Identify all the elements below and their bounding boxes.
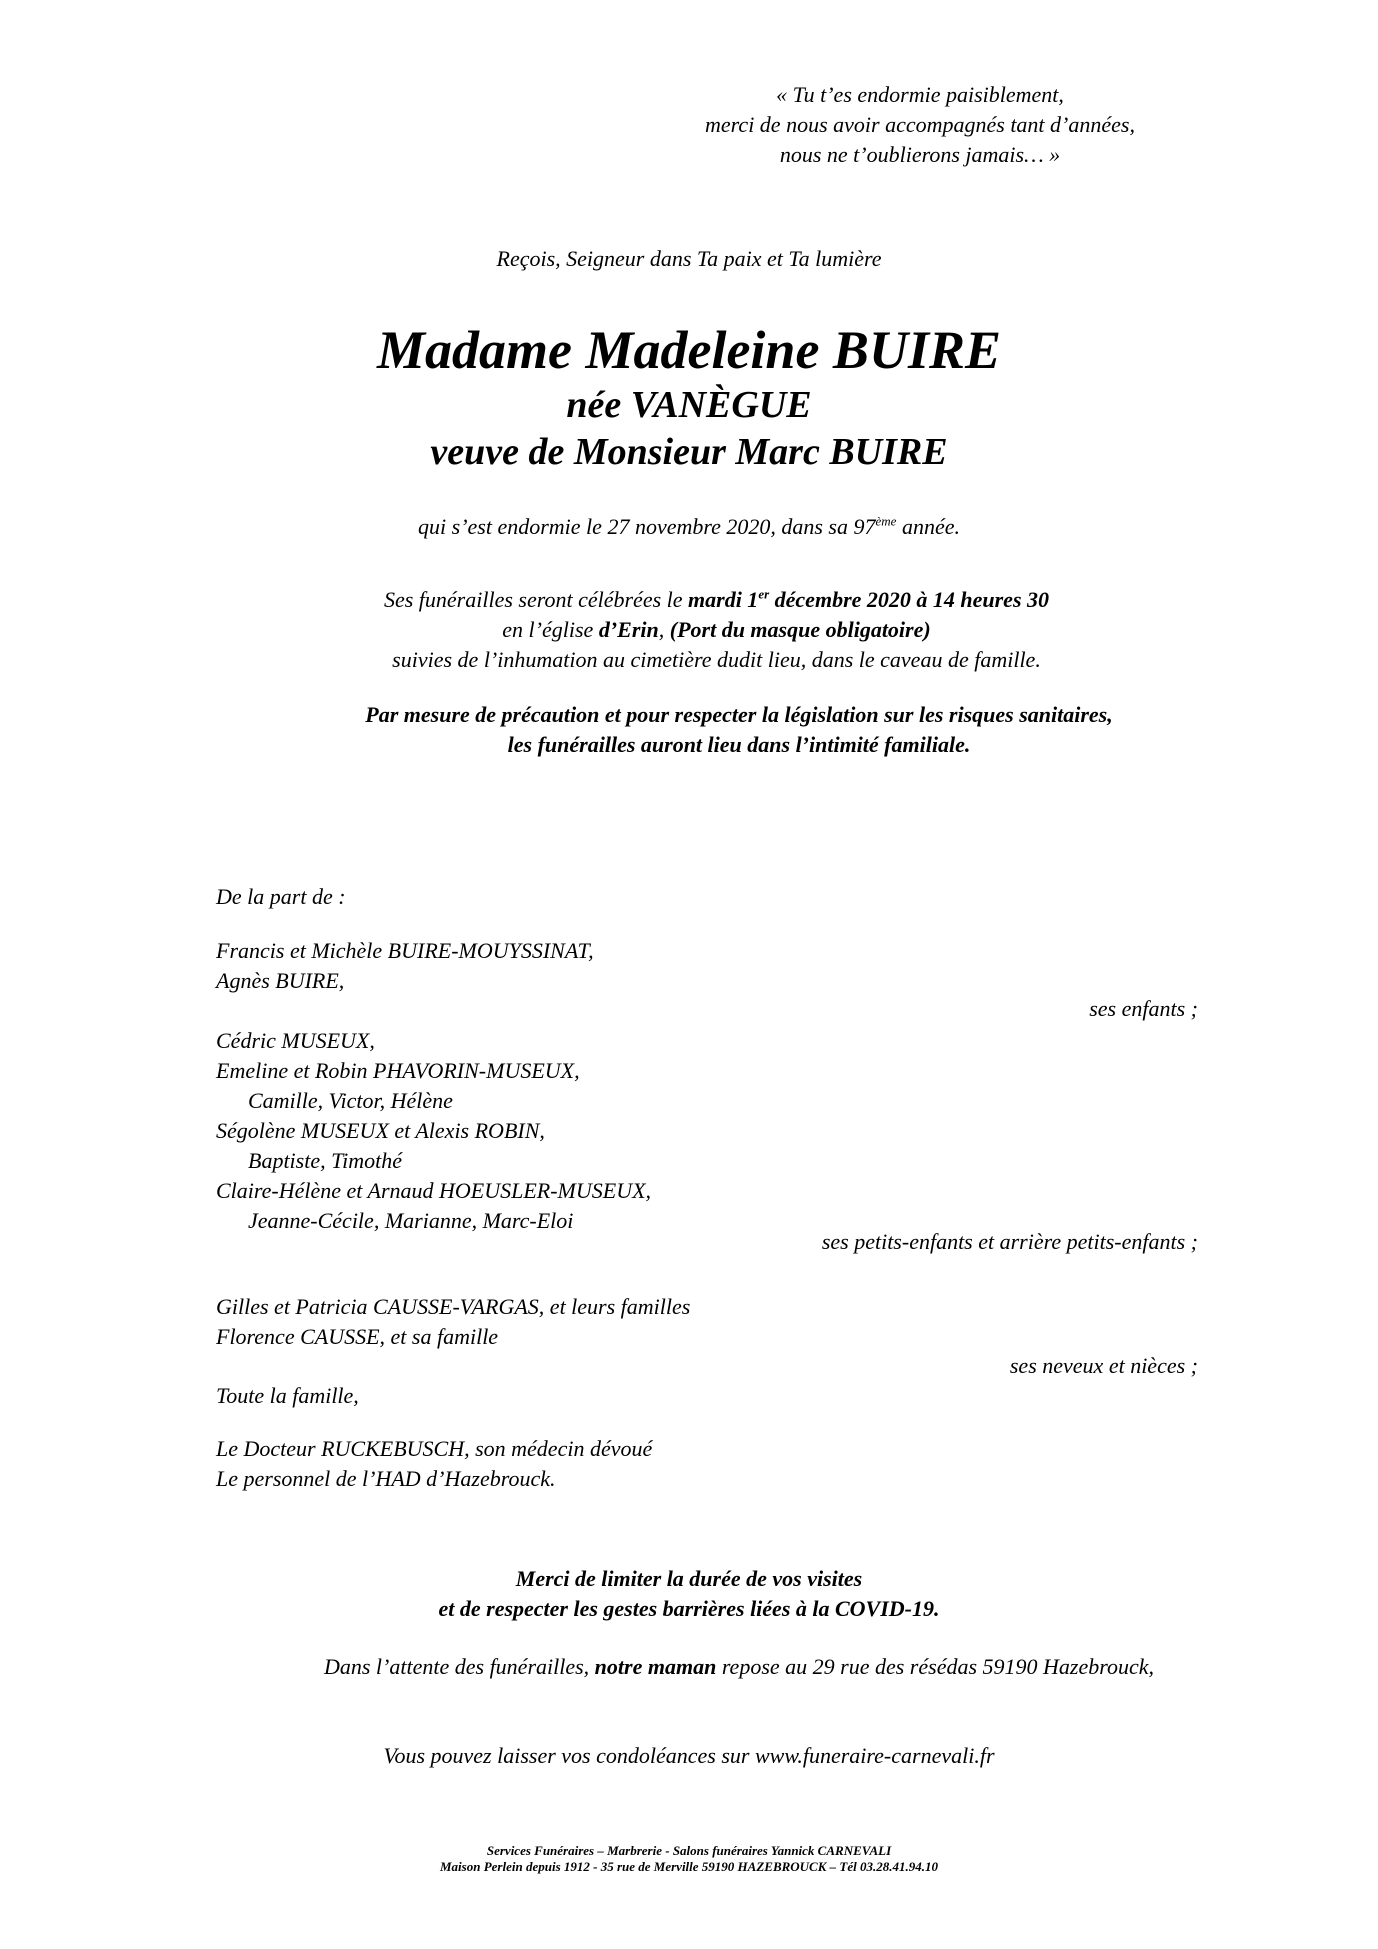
deceased-widow-of: veuve de Monsieur Marc BUIRE bbox=[430, 431, 948, 473]
list-item: Le personnel de l’HAD d’Hazebrouck. bbox=[216, 1466, 556, 1491]
footer bbox=[339, 1843, 1039, 1875]
quote-line-1: « Tu t’es endormie paisiblement, bbox=[776, 82, 1064, 107]
footer-line-2: Maison Perlein depuis 1912 - 35 rue de Merville 59190 HAZEBROUCK – Tél 03.28.41.94.10 bbox=[440, 1859, 938, 1874]
list-item: Jeanne-Cécile, Marianne, Marc-Eloi bbox=[248, 1208, 574, 1233]
precaution-notice bbox=[289, 700, 1189, 760]
list-item: Gilles et Patricia CAUSSE-VARGAS, et leurs familles bbox=[216, 1294, 691, 1319]
funeral-day-suffix: er bbox=[758, 586, 770, 602]
comma: , bbox=[658, 617, 670, 642]
funeral-date-line bbox=[289, 585, 1144, 615]
visits-notice bbox=[339, 1564, 1039, 1624]
rest-address: repose au 29 rue des résédas 59190 Hazebrouck, bbox=[716, 1654, 1155, 1679]
death-text: qui s’est endormie le 27 novembre 2020, dans sa 97 bbox=[418, 514, 876, 539]
resting-place bbox=[239, 1652, 1239, 1682]
funeral-month-time: décembre 2020 à 14 heures 30 bbox=[769, 587, 1050, 612]
rest-intro: Dans l’attente des funérailles, bbox=[323, 1654, 595, 1679]
list-item: Agnès BUIRE, bbox=[216, 968, 345, 993]
footer-line-1: Services Funéraires – Marbrerie - Salons funéraires Yannick CARNEVALI bbox=[486, 1843, 892, 1858]
nephews-list bbox=[216, 1292, 690, 1352]
children-label: ses enfants ; bbox=[1089, 996, 1198, 1021]
deceased-name: Madame Madeleine BUIRE bbox=[376, 320, 1001, 380]
children-list bbox=[216, 936, 594, 996]
death-line bbox=[289, 512, 1089, 542]
list-item: Emeline et Robin PHAVORIN-MUSEUX, bbox=[216, 1058, 580, 1083]
family-intro: De la part de : bbox=[216, 884, 346, 909]
funeral-date-intro: Ses funérailles seront célébrées le bbox=[383, 587, 689, 612]
list-item: Baptiste, Timothé bbox=[248, 1148, 402, 1173]
rest-bold: notre maman bbox=[594, 1654, 717, 1679]
precaution-line-1: Par mesure de précaution et pour respecter la législation sur les risques sanitaires, bbox=[365, 702, 1113, 727]
church-intro: en l’église bbox=[502, 617, 599, 642]
quote-line-3: nous ne t’oublierons jamais… » bbox=[779, 142, 1061, 167]
funeral-date bbox=[688, 587, 1049, 612]
condolences-line: Vous pouvez laisser vos condoléances sur www.funeraire-carnevali.fr bbox=[383, 1743, 995, 1768]
precaution-line-2: les funérailles auront lieu dans l’intimité familiale. bbox=[507, 732, 971, 757]
list-item: Ségolène MUSEUX et Alexis ROBIN, bbox=[216, 1118, 545, 1143]
funeral-details bbox=[289, 585, 1144, 675]
funeral-place-line bbox=[289, 615, 1144, 645]
grandchildren-label: ses petits-enfants et arrière petits-enfants ; bbox=[821, 1229, 1198, 1254]
burial-line: suivies de l’inhumation au cimetière dudit lieu, dans le caveau de famille. bbox=[392, 647, 1041, 672]
deceased-maiden-name: née VANÈGUE bbox=[566, 384, 812, 426]
death-text-end: année. bbox=[896, 514, 960, 539]
mask-notice: (Port du masque obligatoire) bbox=[669, 617, 931, 642]
visits-line-1: Merci de limiter la durée de vos visites bbox=[515, 1566, 863, 1591]
list-item: Cédric MUSEUX, bbox=[216, 1028, 375, 1053]
death-ordinal-suffix: ème bbox=[875, 513, 897, 529]
list-item: Camille, Victor, Hélène bbox=[248, 1088, 453, 1113]
funeral-day: mardi 1 bbox=[688, 587, 759, 612]
quote-line-2: merci de nous avoir accompagnés tant d’années, bbox=[705, 112, 1135, 137]
grandchildren-list bbox=[216, 1026, 651, 1236]
church-place: d’Erin bbox=[598, 617, 659, 642]
visits-line-2: et de respecter les gestes barrières liées à la COVID-19. bbox=[438, 1596, 940, 1621]
prayer: Reçois, Seigneur dans Ta paix et Ta lumière bbox=[496, 246, 882, 271]
all-family: Toute la famille, bbox=[216, 1383, 359, 1408]
list-item: Florence CAUSSE, et sa famille bbox=[216, 1324, 499, 1349]
list-item: Francis et Michèle BUIRE-MOUYSSINAT, bbox=[216, 938, 594, 963]
nephews-label: ses neveux et nièces ; bbox=[1009, 1353, 1198, 1378]
list-item: Le Docteur RUCKEBUSCH, son médecin dévoué bbox=[216, 1436, 653, 1461]
list-item: Claire-Hélène et Arnaud HOEUSLER-MUSEUX, bbox=[216, 1178, 652, 1203]
others-list bbox=[216, 1434, 652, 1494]
opening-quote bbox=[600, 80, 1240, 170]
